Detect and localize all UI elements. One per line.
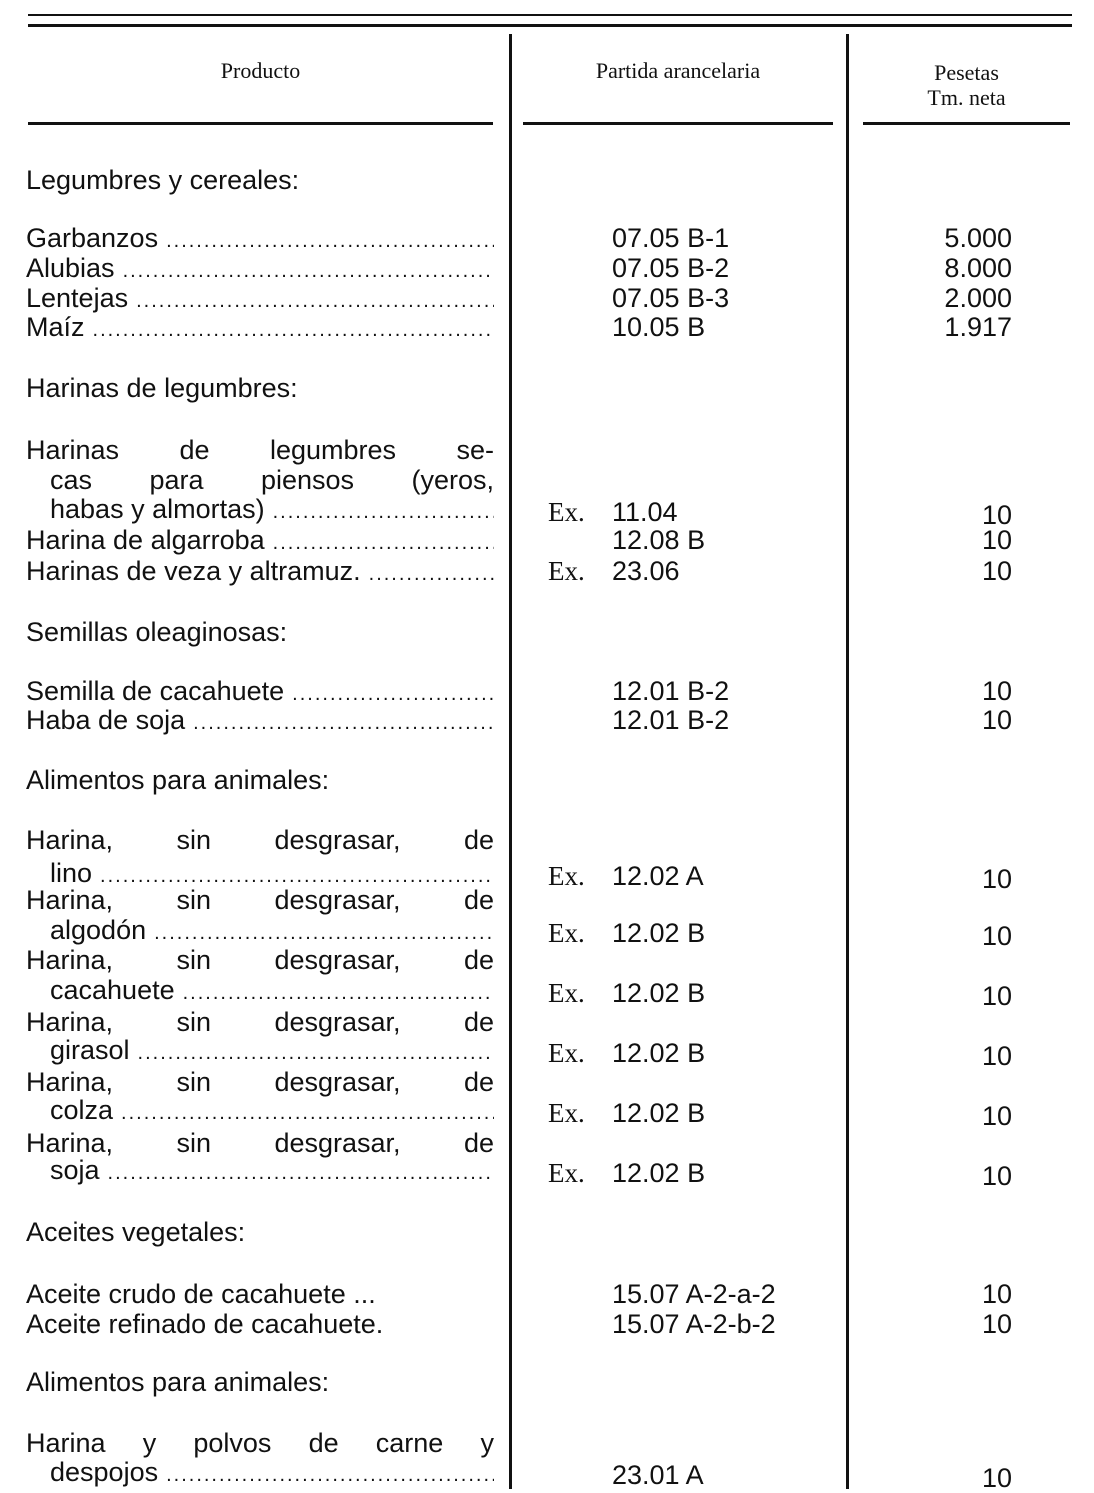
- product-label: habas y almortas): [50, 494, 265, 524]
- product-name: [50, 494, 494, 527]
- tariff-code: 11.04: [612, 497, 678, 527]
- product-name: [26, 1279, 494, 1309]
- product-label: Harinas de veza y altramuz.: [26, 556, 361, 586]
- section-heading: [26, 765, 494, 795]
- product-label: Harina de algarroba: [26, 525, 265, 555]
- product-label: Harina, sin desgrasar, de: [26, 825, 494, 855]
- product-name: [26, 1007, 494, 1037]
- tariff-code: 12.02 B: [612, 978, 706, 1008]
- product-label: Harina, sin desgrasar, de: [26, 1007, 494, 1037]
- header-price-1: Pesetas: [934, 60, 999, 85]
- section-heading: [26, 1217, 494, 1247]
- tariff-code: 12.02 B: [612, 1158, 706, 1188]
- product-label: Maíz: [26, 312, 85, 342]
- product-label: Harina y polvos de carne y: [26, 1428, 494, 1458]
- tariff-code: 12.02 A: [612, 861, 704, 891]
- dot-leader: [369, 559, 494, 589]
- top-rule-double: [28, 24, 1072, 27]
- section-heading: [26, 617, 494, 647]
- ex-prefix: Ex.: [548, 978, 585, 1008]
- price-value: 10: [981, 1101, 1012, 1131]
- ex-prefix: Ex.: [548, 861, 585, 891]
- product-label: soja: [50, 1155, 100, 1185]
- product-label: lino: [50, 858, 93, 888]
- dot-leader: [154, 918, 494, 948]
- product-name: [26, 945, 494, 975]
- price-value: 10: [981, 500, 1012, 530]
- tariff-code: 12.02 B: [612, 1098, 706, 1128]
- dot-leader: [138, 1038, 494, 1068]
- product-label: cacahuete: [50, 975, 175, 1005]
- price-value: 8.000: [944, 253, 1012, 283]
- product-name: [50, 1035, 494, 1068]
- product-name: [26, 525, 494, 558]
- dot-leader: [166, 226, 494, 256]
- tariff-code: 12.01 B-2: [612, 676, 730, 706]
- price-value: 1.917: [944, 312, 1012, 342]
- tariff-code: 12.02 B: [612, 918, 706, 948]
- header-product: Producto: [220, 58, 301, 83]
- product-name: [50, 975, 494, 1008]
- product-name: [26, 223, 494, 256]
- product-label: Garbanzos: [26, 223, 159, 253]
- product-name: [26, 1428, 494, 1458]
- ex-prefix: Ex.: [548, 497, 585, 527]
- tariff-code: 23.01 A: [612, 1460, 704, 1490]
- product-label: Harina, sin desgrasar, de: [26, 885, 494, 915]
- price-value: 10: [981, 1309, 1012, 1339]
- product-name: [50, 1095, 494, 1128]
- ex-prefix: Ex.: [548, 1158, 585, 1188]
- price-value: 10: [981, 1463, 1012, 1493]
- tariff-code: 07.05 B-3: [612, 283, 730, 313]
- product-name: [26, 435, 494, 465]
- ex-prefix: Ex.: [548, 1098, 585, 1128]
- product-label: Alimentos para animales:: [26, 765, 330, 795]
- tariff-code: 15.07 A-2-a-2: [612, 1279, 776, 1309]
- product-name: [50, 465, 494, 495]
- product-label: Harina, sin desgrasar, de: [26, 1128, 494, 1158]
- product-label: cas para piensos (yeros,: [50, 465, 494, 495]
- product-label: Aceite crudo de cacahuete ...: [26, 1279, 376, 1309]
- tariff-code: 23.06: [612, 556, 680, 586]
- tariff-code: 12.02 B: [612, 1038, 706, 1068]
- product-name: [26, 825, 494, 855]
- tariff-code: 07.05 B-1: [612, 223, 730, 253]
- dot-leader: [273, 497, 494, 527]
- top-rule: [28, 14, 1072, 16]
- header-rule-price: [863, 122, 1070, 125]
- product-name: [26, 1128, 494, 1158]
- tariff-code: 07.05 B-2: [612, 253, 730, 283]
- section-heading: [26, 1367, 494, 1397]
- price-value: 10: [981, 864, 1012, 894]
- product-name: [50, 915, 494, 948]
- dot-leader: [193, 708, 494, 738]
- product-label: Harinas de legumbres:: [26, 373, 298, 403]
- dot-leader: [121, 1098, 494, 1128]
- dot-leader: [166, 1460, 494, 1490]
- product-name: [26, 1067, 494, 1097]
- product-label: Harina, sin desgrasar, de: [26, 945, 494, 975]
- product-label: Semillas oleaginosas:: [26, 617, 288, 647]
- dot-leader: [108, 1158, 494, 1188]
- price-value: 10: [981, 981, 1012, 1011]
- section-heading: [26, 373, 494, 403]
- header-price-2: Tm. neta: [927, 85, 1006, 110]
- ex-prefix: Ex.: [548, 1038, 585, 1068]
- section-heading: [26, 165, 494, 195]
- dot-leader: [183, 978, 494, 1008]
- product-label: Aceite refinado de cacahuete.: [26, 1309, 384, 1339]
- product-label: Aceites vegetales:: [26, 1217, 246, 1247]
- product-label: Alimentos para animales:: [26, 1367, 330, 1397]
- product-label: Legumbres y cereales:: [26, 165, 300, 195]
- column-divider-1: [509, 34, 512, 1489]
- product-label: Lentejas: [26, 283, 129, 313]
- product-name: [50, 1155, 494, 1188]
- product-name: [26, 312, 494, 345]
- product-name: [50, 1457, 494, 1490]
- product-label: Alubias: [26, 253, 115, 283]
- product-label: Haba de soja: [26, 705, 186, 735]
- product-label: Harinas de legumbres se-: [26, 435, 494, 465]
- price-value: 10: [981, 676, 1012, 706]
- product-name: [26, 556, 494, 589]
- header-tariff: Partida arancelaria: [595, 58, 761, 83]
- price-value: 2.000: [944, 283, 1012, 313]
- price-value: 10: [981, 525, 1012, 555]
- tariff-code: 12.01 B-2: [612, 705, 730, 735]
- price-value: 10: [981, 921, 1012, 951]
- price-value: 10: [981, 556, 1012, 586]
- column-divider-2: [846, 34, 849, 1489]
- product-label: girasol: [50, 1035, 130, 1065]
- product-label: Harina, sin desgrasar, de: [26, 1067, 494, 1097]
- price-value: 10: [981, 1279, 1012, 1309]
- price-value: 10: [981, 705, 1012, 735]
- header-rule-tariff: [523, 122, 833, 125]
- ex-prefix: Ex.: [548, 918, 585, 948]
- tariff-code: 12.08 B: [612, 525, 706, 555]
- tariff-code: 15.07 A-2-b-2: [612, 1309, 776, 1339]
- tariff-code: 10.05 B: [612, 312, 706, 342]
- dot-leader: [123, 256, 494, 286]
- dot-leader: [93, 315, 494, 345]
- product-label: colza: [50, 1095, 114, 1125]
- product-label: Semilla de cacahuete: [26, 676, 285, 706]
- product-name: [26, 885, 494, 915]
- product-name: [26, 253, 494, 286]
- product-name: [26, 1309, 494, 1339]
- header-rule-product: [28, 122, 493, 125]
- ex-prefix: Ex.: [548, 556, 585, 586]
- price-value: 5.000: [944, 223, 1012, 253]
- dot-leader: [273, 528, 494, 558]
- price-value: 10: [981, 1041, 1012, 1071]
- price-value: 10: [981, 1161, 1012, 1191]
- product-label: algodón: [50, 915, 147, 945]
- product-label: despojos: [50, 1457, 159, 1487]
- product-name: [26, 705, 494, 738]
